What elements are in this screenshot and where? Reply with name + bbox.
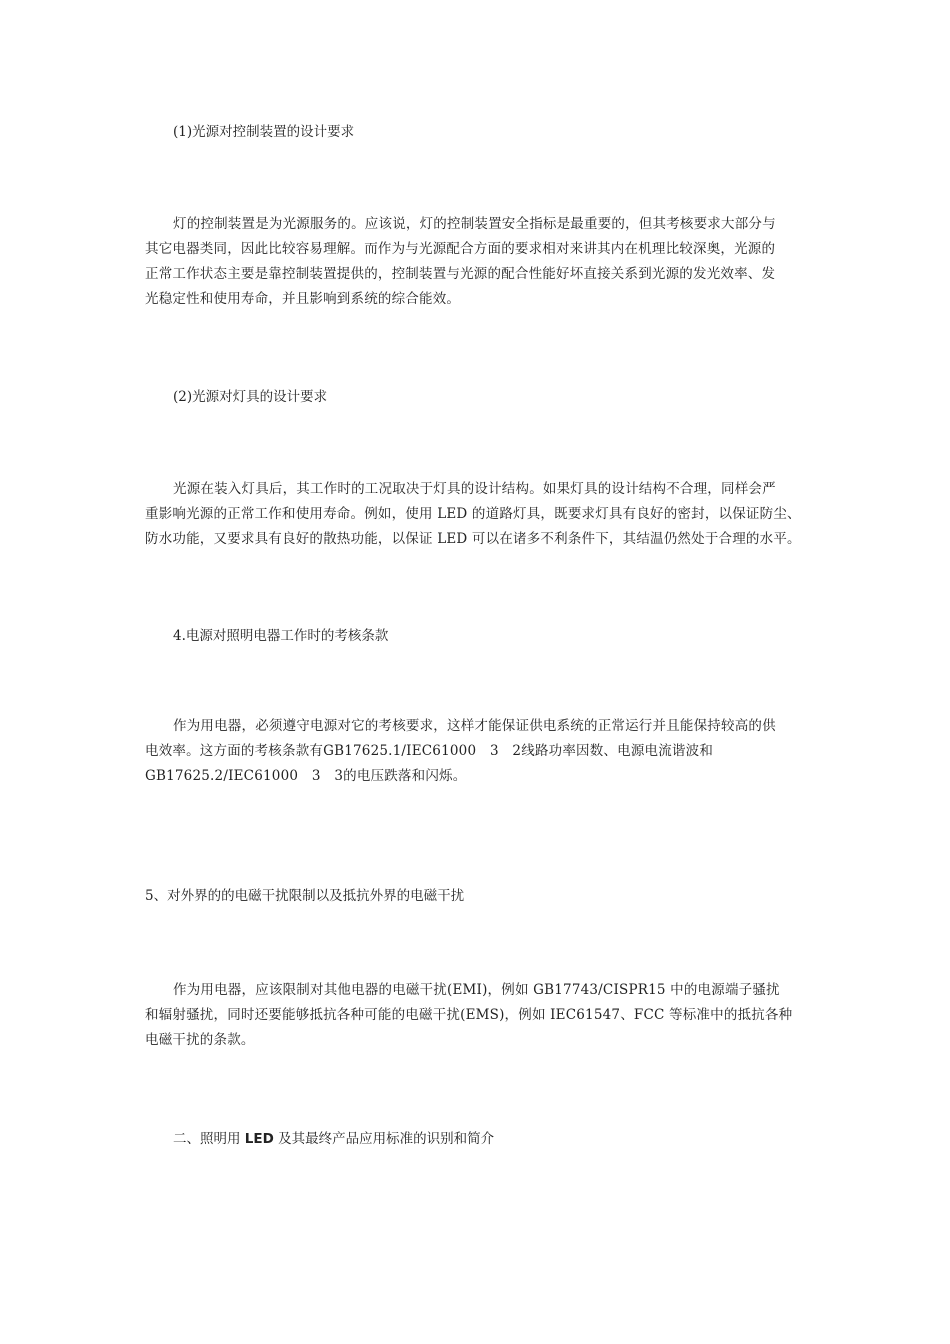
paragraph-line: GB17625.2/IEC61000 3 3的电压跌落和闪烁。 bbox=[145, 768, 467, 784]
section-heading-light-source-control-gear: (1)光源对控制装置的设计要求 bbox=[173, 124, 355, 140]
paragraph-line: 防水功能，又要求具有良好的散热功能，以保证 LED 可以在诸多不利条件下，其结温仍然处于合理的水平。 bbox=[145, 531, 801, 547]
paragraph-line: 其它电器类同，因此比较容易理解。而作为与光源配合方面的要求相对来讲其内在机理比较深奥，光源的 bbox=[145, 241, 776, 257]
paragraph-line: 电磁干扰的条款。 bbox=[145, 1032, 255, 1048]
paragraph-line: 作为用电器，应该限制对其他电器的电磁干扰(EMI)，例如 GB17743/CISPR15 中的电源端子骚扰 bbox=[173, 982, 780, 998]
section-heading-led-standards: 二、照明用 LED 及其最终产品应用标准的识别和简介 bbox=[173, 1131, 495, 1147]
paragraph-line: 光源在装入灯具后，其工作时的工况取决于灯具的设计结构。如果灯具的设计结构不合理，同样会严 bbox=[173, 481, 776, 497]
paragraph-line: 作为用电器，必须遵守电源对它的考核要求，这样才能保证供电系统的正常运行并且能保持较高的供 bbox=[173, 718, 776, 734]
paragraph-luminaire bbox=[145, 477, 835, 552]
section-heading-power-supply-assessment: 4.电源对照明电器工作时的考核条款 bbox=[173, 628, 389, 644]
paragraph-line: 电效率。这方面的考核条款有GB17625.1/IEC61000 3 2线路功率因数、电源电流谐波和 bbox=[145, 743, 714, 759]
paragraph-control-gear bbox=[145, 212, 835, 312]
paragraph-line: 正常工作状态主要是靠控制装置提供的，控制装置与光源的配合性能好坏直接关系到光源的发光效率、发 bbox=[145, 266, 776, 282]
paragraph-power-supply bbox=[145, 714, 835, 789]
section-heading-light-source-luminaire: (2)光源对灯具的设计要求 bbox=[173, 389, 328, 405]
led-bold-label: LED bbox=[244, 1131, 274, 1147]
paragraph-line: 和辐射骚扰，同时还要能够抵抗各种可能的电磁干扰(EMS)，例如 IEC61547、FCC 等标准中的抵抗各种 bbox=[145, 1007, 793, 1023]
paragraph-line: 重影响光源的正常工作和使用寿命。例如，使用 LED 的道路灯具，既要求灯具有良好的密封，以保证防尘、 bbox=[145, 506, 801, 522]
paragraph-emc bbox=[145, 978, 835, 1053]
paragraph-line: 灯的控制装置是为光源服务的。应该说，灯的控制装置安全指标是最重要的，但其考核要求大部分与 bbox=[173, 216, 776, 232]
section-heading-emc: 5、对外界的的电磁干扰限制以及抵抗外界的电磁干扰 bbox=[145, 888, 465, 904]
paragraph-line: 光稳定性和使用寿命，并且影响到系统的综合能效。 bbox=[145, 291, 461, 307]
